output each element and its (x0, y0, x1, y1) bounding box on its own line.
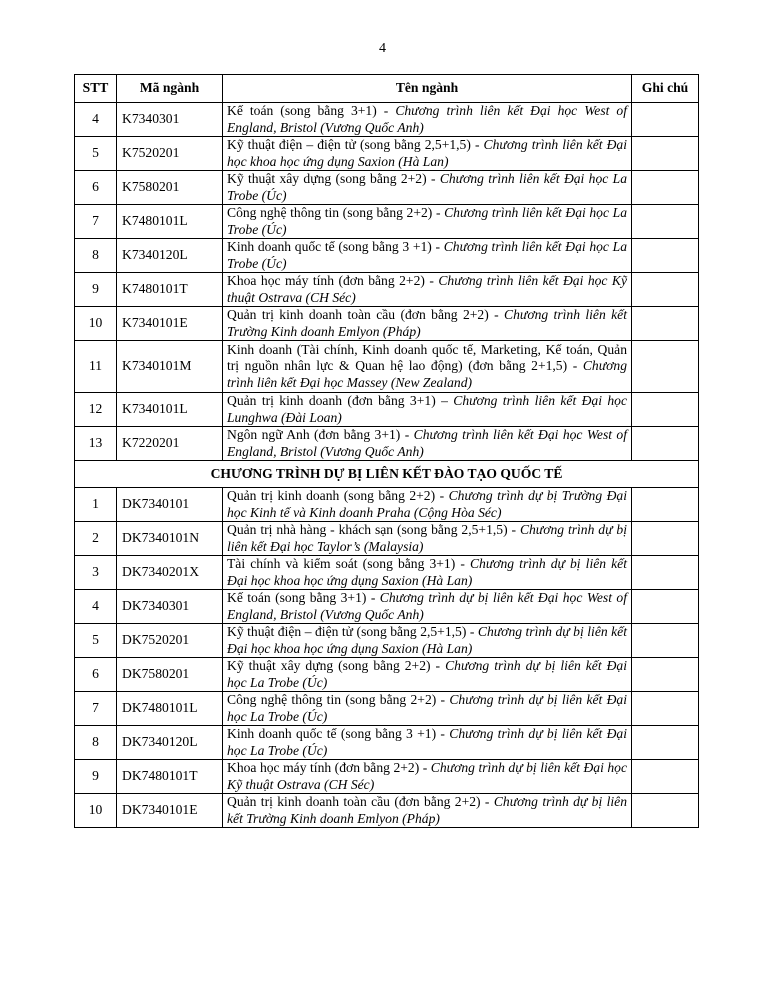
row-name-program: Chương trình dự bị liên kết Đại học Taylor’s (Malaysia) (227, 522, 627, 554)
row-stt: 13 (75, 427, 117, 461)
row-name-text: Kỹ thuật xây dựng (song bằng 2+2) - (227, 658, 446, 673)
row-stt: 4 (75, 103, 117, 137)
row-name (223, 488, 632, 522)
row-name-text: Công nghệ thông tin (song bằng 2+2) - (227, 205, 445, 220)
row-note (632, 658, 699, 692)
row-name (223, 658, 632, 692)
row-name-text: Khoa học máy tính (đơn bằng 2+2) - (227, 273, 439, 288)
row-note (632, 103, 699, 137)
row-code: DK7340101N (117, 522, 223, 556)
row-name-text: Kế toán (song bằng 3+1) - (227, 590, 380, 605)
header-stt: STT (75, 75, 117, 103)
row-name-program: Chương trình dự bị liên kết Đại học La Trobe (Úc) (227, 658, 627, 690)
row-name-text: Quản trị kinh doanh (đơn bằng 3+1) – (227, 393, 454, 408)
table-row (75, 205, 699, 239)
row-code: K7340120L (117, 239, 223, 273)
row-name-program: Chương trình liên kết Đại học West of England, Bristol (Vương Quốc Anh) (227, 427, 627, 459)
row-note (632, 427, 699, 461)
row-note (632, 171, 699, 205)
row-code: K7520201 (117, 137, 223, 171)
table-row (75, 692, 699, 726)
row-note (632, 522, 699, 556)
row-note (632, 760, 699, 794)
row-code: K7480101L (117, 205, 223, 239)
row-note (632, 393, 699, 427)
row-note (632, 239, 699, 273)
row-stt: 10 (75, 307, 117, 341)
row-name-text: Khoa học máy tính (đơn bằng 2+2) - (227, 760, 431, 775)
header-note: Ghi chú (632, 75, 699, 103)
row-name (223, 760, 632, 794)
row-code: DK7520201 (117, 624, 223, 658)
row-name-program: Chương trình liên kết Đại học Kỹ thuật Ostrava (CH Séc) (227, 273, 627, 305)
row-name-text: Kinh doanh (Tài chính, Kinh doanh quốc tế, Marketing, Kế toán, Quản trị nguồn nhân lực & Quan hệ lao động) (đơn bằng 2+1,5) - (227, 341, 627, 374)
table-row (75, 273, 699, 307)
table-row (75, 522, 699, 556)
row-stt: 6 (75, 658, 117, 692)
table-row (75, 427, 699, 461)
table-row (75, 760, 699, 794)
row-name (223, 307, 632, 341)
row-name-text: Quản trị kinh doanh toàn cầu (đơn bằng 2+2) - (227, 307, 505, 322)
row-name-text: Kỹ thuật điện – điện tử (song bằng 2,5+1,5) - (227, 137, 484, 152)
programs-table (74, 74, 699, 828)
row-name (223, 205, 632, 239)
row-stt: 9 (75, 760, 117, 794)
row-name (223, 427, 632, 461)
table-row (75, 137, 699, 171)
row-name (223, 341, 632, 393)
row-name (223, 137, 632, 171)
row-name-program: Chương trình liên kết Đại học Lunghwa (Đài Loan) (227, 393, 627, 425)
row-name-text: Quản trị kinh doanh toàn cầu (đơn bằng 2+2) - (227, 794, 494, 809)
row-stt: 8 (75, 239, 117, 273)
table-body (75, 103, 699, 828)
row-code: DK7580201 (117, 658, 223, 692)
row-name-program: Chương trình dự bị Trường Đại học Kinh tế và Kinh doanh Praha (Cộng Hòa Séc) (227, 488, 627, 520)
row-name-text: Tài chính và kiểm soát (song bằng 3+1) - (227, 556, 470, 571)
table-row (75, 103, 699, 137)
table-row (75, 171, 699, 205)
row-stt: 2 (75, 522, 117, 556)
row-stt: 10 (75, 794, 117, 828)
header-code: Mã ngành (117, 75, 223, 103)
row-name (223, 726, 632, 760)
row-stt: 5 (75, 137, 117, 171)
row-note (632, 556, 699, 590)
row-stt: 1 (75, 488, 117, 522)
table-row (75, 556, 699, 590)
row-name-program: Chương trình liên kết Đại học La Trobe (Úc) (227, 239, 627, 271)
row-stt: 7 (75, 205, 117, 239)
row-note (632, 205, 699, 239)
row-name-text: Công nghệ thông tin (song bằng 2+2) - (227, 692, 450, 707)
row-name-text: Kỹ thuật điện – điện tử (song bằng 2,5+1,5) - (227, 624, 478, 639)
row-note (632, 624, 699, 658)
row-name-text: Kinh doanh quốc tế (song bằng 3 +1) - (227, 726, 450, 741)
row-code: K7340301 (117, 103, 223, 137)
row-name-text: Kỹ thuật xây dựng (song bằng 2+2) - (227, 171, 440, 186)
row-name (223, 624, 632, 658)
row-note (632, 590, 699, 624)
row-stt: 5 (75, 624, 117, 658)
row-stt: 9 (75, 273, 117, 307)
row-note (632, 341, 699, 393)
row-name-text: Quản trị kinh doanh (song bằng 2+2) - (227, 488, 449, 503)
row-name-program: Chương trình dự bị liên kết Trường Kinh doanh Emlyon (Pháp) (227, 794, 627, 826)
row-name-program: Chương trình dự bị liên kết Đại học La Trobe (Úc) (227, 692, 627, 724)
row-name (223, 692, 632, 726)
header-name: Tên ngành (223, 75, 632, 103)
row-name-program: Chương trình liên kết Đại học La Trobe (Úc) (227, 205, 627, 237)
section-row (75, 461, 699, 488)
row-code: DK7340101 (117, 488, 223, 522)
row-name-program: Chương trình liên kết Đại học khoa học ứng dụng Saxion (Hà Lan) (227, 137, 627, 169)
row-code: DK7480101T (117, 760, 223, 794)
row-name (223, 273, 632, 307)
table-row (75, 590, 699, 624)
row-stt: 11 (75, 341, 117, 393)
row-stt: 3 (75, 556, 117, 590)
row-code: K7340101L (117, 393, 223, 427)
row-name-program: Chương trình dự bị liên kết Đại học West of England, Bristol (Vương Quốc Anh) (227, 590, 627, 622)
table-row (75, 794, 699, 828)
table-row (75, 658, 699, 692)
row-note (632, 137, 699, 171)
row-name-program: Chương trình liên kết Trường Kinh doanh Emlyon (Pháp) (227, 307, 627, 339)
row-name-text: Quản trị nhà hàng - khách sạn (song bằng 2,5+1,5) - (227, 522, 520, 537)
row-code: K7220201 (117, 427, 223, 461)
row-note (632, 726, 699, 760)
row-code: DK7340301 (117, 590, 223, 624)
section-title: CHƯƠNG TRÌNH DỰ BỊ LIÊN KẾT ĐÀO TẠO QUỐC TẾ (75, 461, 699, 488)
row-note (632, 488, 699, 522)
row-name (223, 239, 632, 273)
table-row (75, 488, 699, 522)
table-row (75, 624, 699, 658)
row-name (223, 794, 632, 828)
table-row (75, 393, 699, 427)
row-name-text: Kinh doanh quốc tế (song bằng 3 +1) - (227, 239, 444, 254)
row-code: K7340101M (117, 341, 223, 393)
row-note (632, 273, 699, 307)
row-stt: 8 (75, 726, 117, 760)
row-name-program: Chương trình dự bị liên kết Đại học Kỹ thuật Ostrava (CH Séc) (227, 760, 627, 792)
row-name (223, 556, 632, 590)
row-stt: 6 (75, 171, 117, 205)
row-name (223, 522, 632, 556)
header-row (75, 75, 699, 103)
row-code: K7480101T (117, 273, 223, 307)
row-name (223, 103, 632, 137)
table-row (75, 726, 699, 760)
row-code: DK7340201X (117, 556, 223, 590)
row-stt: 7 (75, 692, 117, 726)
row-name-program: Chương trình dự bị liên kết Đại học La Trobe (Úc) (227, 726, 627, 758)
table-row (75, 341, 699, 393)
row-name-program: Chương trình dự bị liên kết Đại học khoa học ứng dụng Saxion (Hà Lan) (227, 556, 627, 588)
row-name-text: Ngôn ngữ Anh (đơn bằng 3+1) - (227, 427, 414, 442)
row-code: DK7480101L (117, 692, 223, 726)
row-stt: 12 (75, 393, 117, 427)
page-number: 4 (379, 41, 386, 56)
row-name-program: Chương trình liên kết Đại học Massey (New Zealand) (227, 358, 627, 390)
row-name-program: Chương trình liên kết Đại học West of England, Bristol (Vương Quốc Anh) (227, 103, 627, 135)
row-stt: 4 (75, 590, 117, 624)
row-code: K7580201 (117, 171, 223, 205)
row-name-text: Kế toán (song bằng 3+1) - (227, 103, 396, 118)
table-row (75, 307, 699, 341)
row-name (223, 393, 632, 427)
row-name-program: Chương trình dự bị liên kết Đại học khoa học ứng dụng Saxion (Hà Lan) (227, 624, 627, 656)
row-code: DK7340101E (117, 794, 223, 828)
row-code: K7340101E (117, 307, 223, 341)
row-name (223, 590, 632, 624)
table-row (75, 239, 699, 273)
row-name (223, 171, 632, 205)
row-name-program: Chương trình liên kết Đại học La Trobe (Úc) (227, 171, 627, 203)
row-note (632, 794, 699, 828)
row-note (632, 692, 699, 726)
row-note (632, 307, 699, 341)
row-code: DK7340120L (117, 726, 223, 760)
